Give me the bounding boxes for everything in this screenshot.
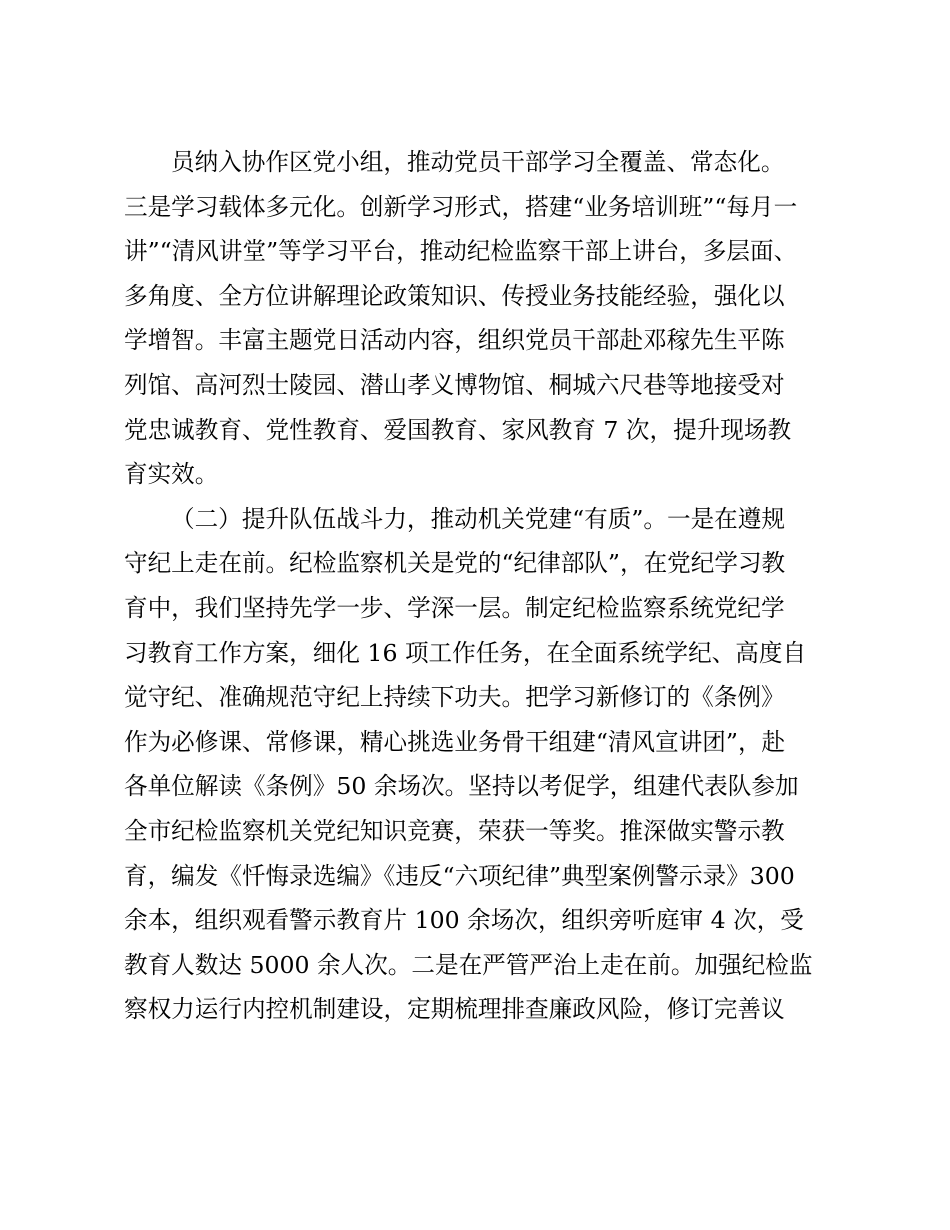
paragraph-line: 讲”“清风讲堂”等学习平台，推动纪检监察干部上讲台，多层面、	[124, 237, 798, 266]
paragraph-line: 育中，我们坚持先学一步、学深一层。制定纪检监察系统党纪学	[124, 593, 785, 622]
paragraph-line: 教育人数达 5000 余人次。二是在严管严治上走在前。加强纪检监	[124, 950, 813, 979]
paragraph-line: 三是学习载体多元化。创新学习形式，搭建“业务培训班”“每月一	[124, 192, 798, 221]
paragraph-line: 习教育工作方案，细化 16 项工作任务，在全面系统学纪、高度自	[124, 638, 807, 667]
paragraph-line: 守纪上走在前。纪检监察机关是党的“纪律部队”，在党纪学习教	[124, 549, 786, 578]
paragraph-line: 党忠诚教育、党性教育、爱国教育、家风教育 7 次，提升现场教	[124, 415, 792, 444]
paragraph-line: 作为必修课、常修课，精心挑选业务骨干组建“清风宣讲团”，赴	[124, 727, 786, 756]
paragraph-line: 全市纪检监察机关党纪知识竞赛，荣获一等奖。推深做实警示教	[124, 816, 785, 845]
paragraph-line: 列馆、高河烈士陵园、潜山孝义博物馆、桐城六尺巷等地接受对	[124, 370, 785, 399]
section-heading-line: （二）提升队伍战斗力，推动机关党建“有质”。一是在遵规	[171, 504, 785, 533]
document-page	[124, 140, 838, 1032]
paragraph-line: 察权力运行内控机制建设，定期梳理排查廉政风险，修订完善议	[124, 995, 785, 1024]
paragraph-line: 员纳入协作区党小组，推动党员干部学习全覆盖、常态化。	[171, 148, 785, 176]
paragraph-line: 育实效。	[124, 460, 219, 489]
paragraph-line: 多角度、全方位讲解理论政策知识、传授业务技能经验，强化以	[124, 281, 785, 310]
paragraph-line: 觉守纪、准确规范守纪上持续下功夫。把学习新修订的《条例》	[124, 683, 785, 712]
paragraph-line: 余本，组织观看警示教育片 100 余场次，组织旁听庭审 4 次，受	[124, 906, 804, 935]
paragraph-line: 学增智。丰富主题党日活动内容，组织党员干部赴邓稼先生平陈	[124, 326, 785, 355]
paragraph-line: 育，编发《忏悔录选编》《违反“六项纪律”典型案例警示录》300	[124, 861, 795, 890]
paragraph-line: 各单位解读《条例》50 余场次。坚持以考促学，组建代表队参加	[124, 772, 799, 801]
